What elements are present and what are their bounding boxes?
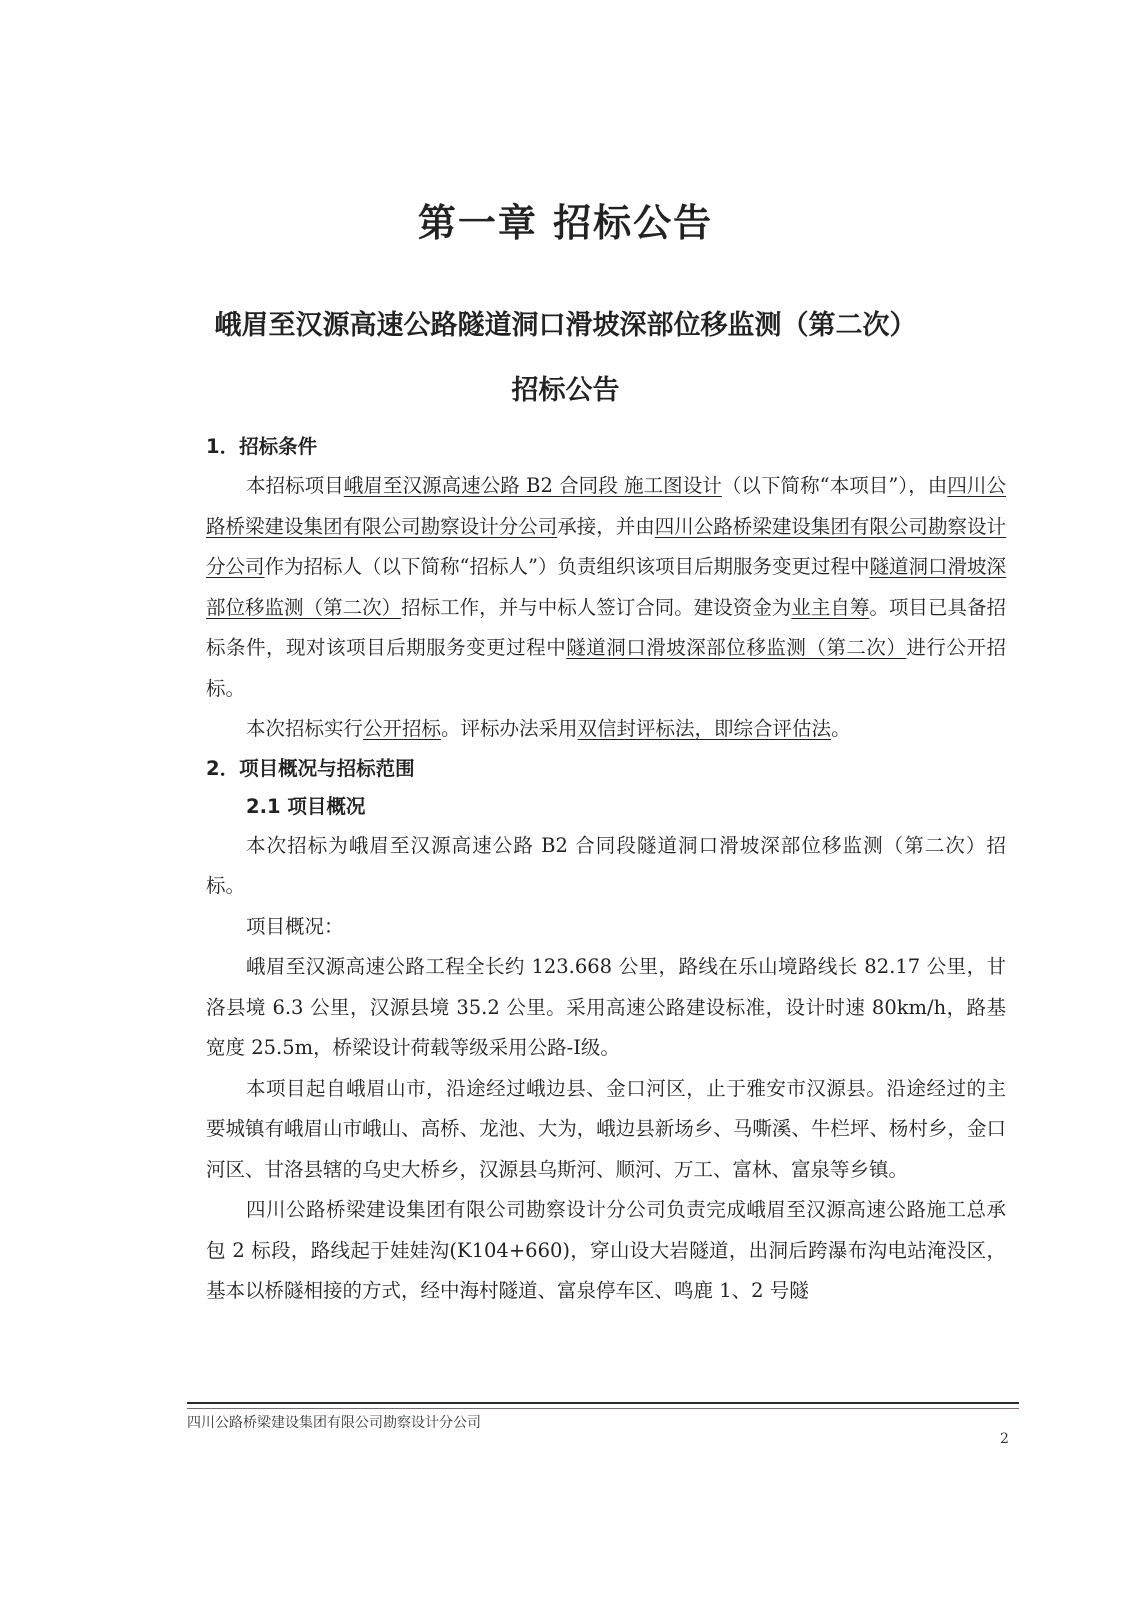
footer-divider [187, 1402, 1019, 1404]
funding-source: 业主自筹 [791, 595, 870, 619]
section-1-paragraph-1 [206, 466, 1006, 709]
evaluation-method: 双信封评标法，即综合评估法 [577, 717, 832, 740]
chapter-title: 第一章 招标公告 [417, 201, 714, 245]
tender-item: 隧道洞口滑坡深部位移监测（第二次） [206, 555, 1006, 619]
footer-divider-thin [187, 1408, 1019, 1409]
document-body [206, 428, 1006, 1312]
text-run: 本次招标实行 [246, 717, 364, 740]
tender-method: 公开招标 [363, 717, 442, 740]
project-name: 峨眉至汉源高速公路 B2 合同段 施工图设计 [343, 474, 722, 497]
section-2-1-heading: 2.1 项目概况 [246, 794, 366, 818]
section-2-paragraph-2: 项目概况： [246, 914, 344, 938]
page-number: 2 [1000, 1431, 1009, 1447]
text-run: 。评标办法采用 [441, 717, 578, 740]
text-run: 。项目已具备招标条件，现对该项目后期服务变更过程中 [206, 595, 1006, 659]
text-run: 作为招标人（以下简称“招标人”）负责组织该项目后期服务变更过程中 [264, 555, 870, 578]
contractor-name: 四川公路桥梁建设集团有限公司勘察设计分公司 [206, 474, 1006, 538]
text-run: 本招标项目 [246, 474, 344, 497]
section-2-paragraph-1: 本次招标为峨眉至汉源高速公路 B2 合同段隧道洞口滑坡深部位移监测（第二次）招标。 [206, 833, 1006, 897]
notice-subtitle: 招标公告 [511, 375, 620, 406]
text-run: 招标工作，并与中标人签订合同。建设资金为 [401, 595, 792, 619]
text-run: 。 [831, 717, 851, 740]
section-2-paragraph-4: 本项目起自峨眉山市，沿途经过峨边县、金口河区，止于雅安市汉源县。沿途经过的主要城镇有峨眉山市峨山、高桥、龙池、大为，峨边县新场乡、马嘶溪、牛栏坪、杨村乡，金口河区、甘洛县辖的乌史大桥乡，汉源县乌斯河、顺河、万工、富林、富泉等乡镇。 [206, 1076, 1006, 1181]
section-2-paragraph-5: 四川公路桥梁建设集团有限公司勘察设计分公司负责完成峨眉至汉源高速公路施工总承包 2 标段，路线起于娃娃沟(K104+660)，穿山设大岩隧道，出洞后跨瀑布沟电站淹没区，基本以桥隧相接的方式，经中海村隧道、富泉停车区、鸣鹿 1、2 号隧 [206, 1198, 1006, 1302]
section-2-paragraph-3: 峨眉至汉源高速公路工程全长约 123.668 公里，路线在乐山境路线长 82.17 公里，甘洛县境 6.3 公里，汉源县境 35.2 公里。采用高速公路建设标准，设计时速 80km/h，路基宽度 25.5m，桥梁设计荷载等级采用公路-Ⅰ级。 [206, 955, 1006, 1059]
section-2-heading: 2．项目概况与招标范围 [206, 756, 415, 780]
footer-company: 四川公路桥梁建设集团有限公司勘察设计分公司 [187, 1415, 481, 1431]
text-run: 承接，并由 [557, 514, 655, 538]
tender-item: 隧道洞口滑坡深部位移监测（第二次） [566, 636, 907, 659]
text-run: （以下简称“本项目”），由 [721, 474, 948, 497]
tenderer-name: 四川公路桥梁建设集团有限公司勘察设计分公司 [206, 514, 1006, 578]
section-1-heading: 1．招标条件 [206, 435, 318, 458]
text-run: 进行公开招标。 [206, 636, 1006, 700]
notice-title: 峨眉至汉源高速公路隧道洞口滑坡深部位移监测（第二次） [214, 310, 917, 341]
section-1-paragraph-2 [206, 709, 1006, 750]
